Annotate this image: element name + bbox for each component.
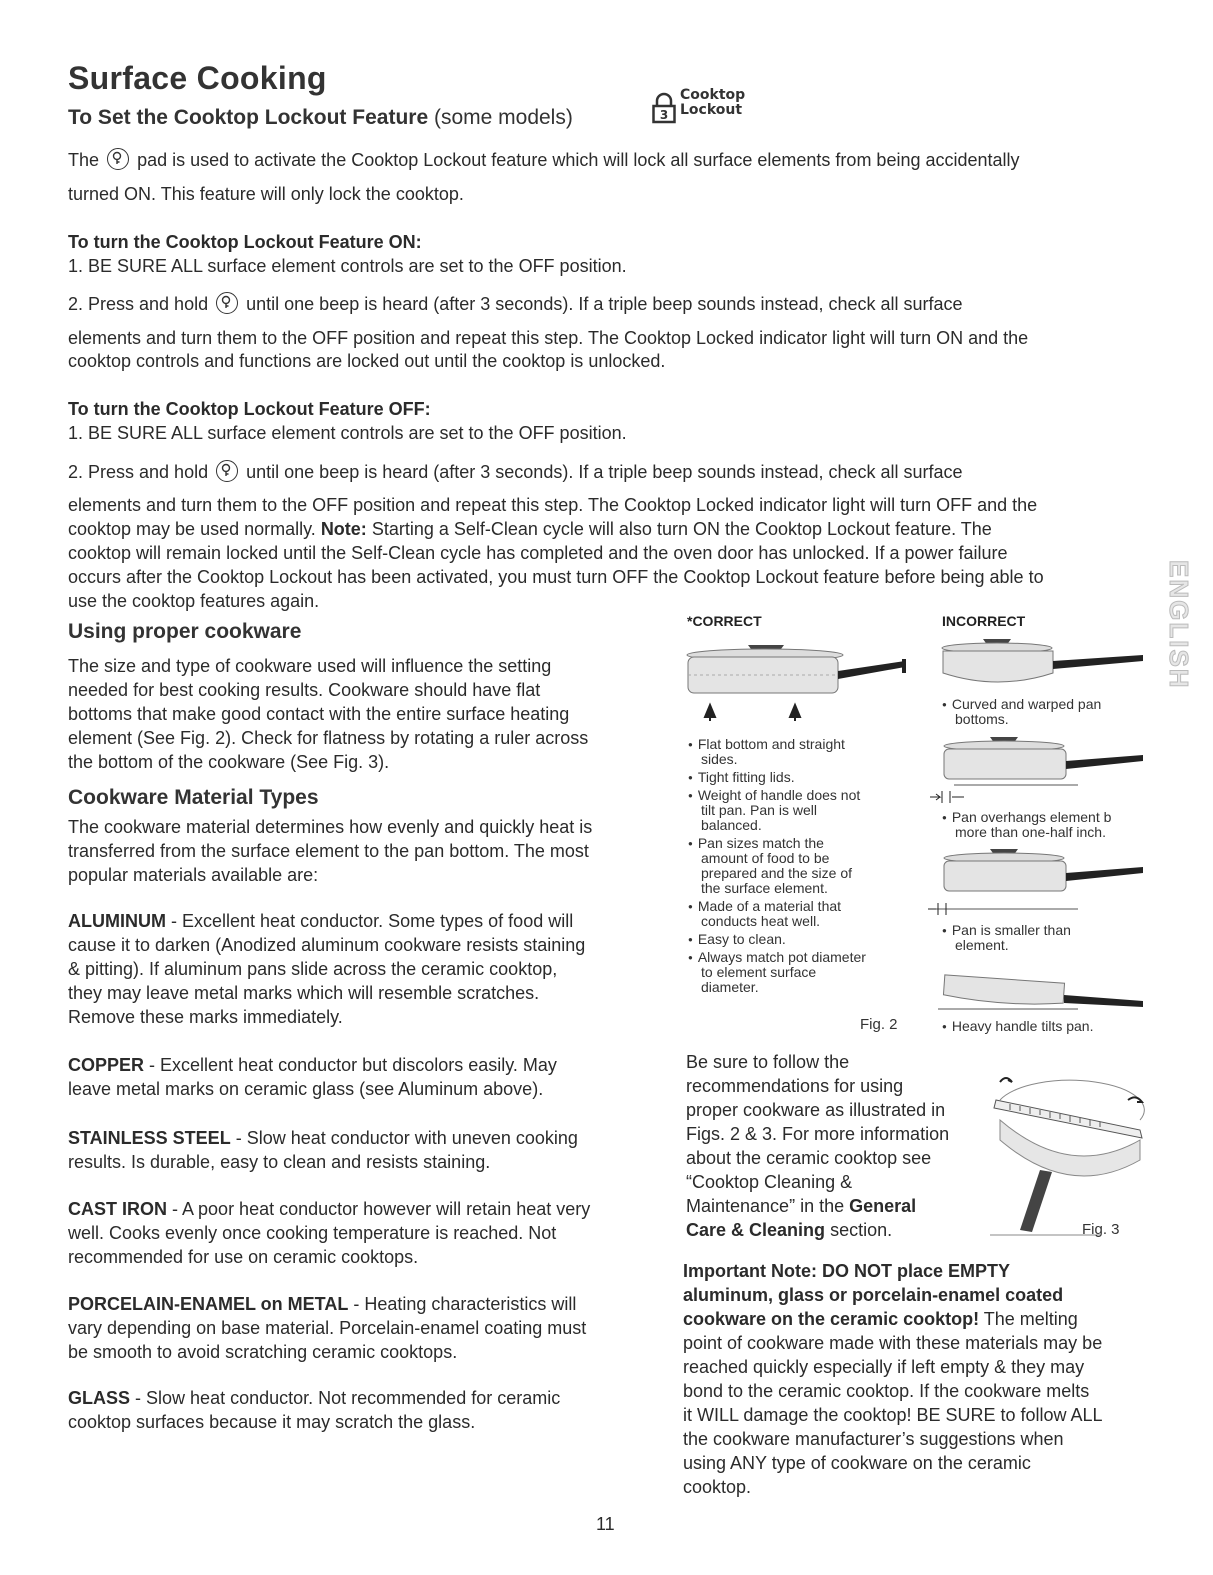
material-stainless-steel: [68, 1126, 658, 1174]
intro-part1: The: [68, 150, 100, 170]
fig2-caption: Fig. 2: [860, 1016, 898, 1033]
important-bold-line: aluminum, glass or porcelain-enamel coated: [683, 1285, 1064, 1305]
correct-item: ● Pan sizes match the: [688, 836, 866, 851]
material-desc: - Heating characteristics will: [353, 1294, 577, 1314]
correct-item-cont: the surface element.: [701, 880, 828, 896]
important-line: using ANY type of cookware on the ceramic: [683, 1453, 1031, 1473]
important-line: the cookware manufacturer’s suggestions when: [683, 1429, 1064, 1449]
materials-intro: [68, 815, 658, 887]
cookware-heading: Using proper cookware: [68, 620, 302, 643]
fig3-line: recommendations for using: [686, 1076, 904, 1096]
lock-icon-number: 3: [659, 108, 669, 122]
section-subtitle: [68, 106, 573, 130]
material-name: ALUMINUM: [68, 911, 166, 931]
material-desc: be smooth to avoid scratching ceramic cooktops.: [68, 1342, 458, 1362]
lockout-key-icon: [216, 460, 238, 482]
important-line: reached quickly especially if left empty & they may: [683, 1357, 1085, 1377]
cookware-line: The size and type of cookware used will influence the setting: [68, 656, 552, 676]
correct-item-cont: sides.: [701, 751, 738, 767]
intro-line1: [68, 148, 1020, 172]
on-step2-b: until one beep is heard (after 3 seconds). If a triple beep sounds instead, check all surface: [246, 294, 963, 314]
material-desc: - A poor heat conductor however will retain heat very: [172, 1199, 591, 1219]
important-line: cooktop.: [683, 1477, 752, 1497]
off-heading: To turn the Cooktop Lockout Feature OFF:: [68, 399, 431, 419]
correct-item: ● Made of a material that: [688, 899, 866, 914]
fig3-caption: Fig. 3: [1082, 1221, 1120, 1238]
language-side-tab: [1164, 560, 1198, 710]
material-desc: Remove these marks immediately.: [68, 1007, 343, 1027]
lock-icon: [652, 92, 676, 124]
material-name: PORCELAIN-ENAMEL on METAL: [68, 1294, 349, 1314]
on-heading: To turn the Cooktop Lockout Feature ON:: [68, 232, 422, 252]
material-name: STAINLESS STEEL: [68, 1128, 231, 1148]
off-step1: 1. BE SURE ALL surface element controls are set to the OFF position.: [68, 423, 627, 443]
cookware-line: the bottom of the cookware (See Fig. 3).: [68, 752, 390, 772]
material-desc: vary depending on base material. Porcelain-enamel coating must: [68, 1318, 587, 1338]
on-step2-line1: [68, 292, 963, 316]
on-step2-a: 2. Press and hold: [68, 294, 209, 314]
incorrect-item-1: ● Curved and warped pan bottoms.: [942, 697, 1101, 727]
material-name: CAST IRON: [68, 1199, 167, 1219]
correct-item: ● Flat bottom and straight: [688, 737, 866, 752]
on-step2-line2: elements and turn them to the OFF position and repeat this step. The Cooktop Locked indicator light will turn ON and the: [68, 328, 1029, 348]
important-line: it WILL damage the cooktop! BE SURE to follow ALL: [683, 1405, 1103, 1425]
incorrect-item-cont: element.: [955, 937, 1009, 953]
material-desc: - Slow heat conductor. Not recommended for ceramic: [135, 1388, 561, 1408]
correct-item-cont: prepared and the size of: [701, 865, 852, 881]
material-aluminum: [68, 909, 658, 1029]
correct-item-cont: to element surface: [701, 964, 817, 980]
material-copper: [68, 1053, 658, 1101]
off-step2-b: until one beep is heard (after 3 seconds). If a triple beep sounds instead, check all surface: [246, 462, 963, 482]
material-desc: leave metal marks on ceramic glass (see Aluminum above).: [68, 1079, 544, 1099]
incorrect-item-cont: more than one-half inch.: [955, 824, 1106, 840]
side-tab-label: ENGLISH: [1164, 560, 1194, 690]
intro-part2: pad is used to activate the Cooktop Lockout feature which will lock all surface elements from being accidentally: [137, 150, 1020, 170]
cookware-line: element (See Fig. 2). Check for flatness by rotating a ruler across: [68, 728, 589, 748]
materials-heading: Cookware Material Types: [68, 786, 319, 809]
important-line: point of cookware made with these materials may be: [683, 1333, 1103, 1353]
correct-item: ● Always match pot diameter: [688, 950, 866, 965]
cookware-line: needed for best cooking results. Cookware should have flat: [68, 680, 541, 700]
subtitle-normal: (some models): [433, 106, 573, 129]
fig3-line: about the ceramic cooktop see: [686, 1148, 932, 1168]
materials-intro-line: popular materials available are:: [68, 865, 319, 885]
intro-line2: turned ON. This feature will only lock the cooktop.: [68, 184, 464, 204]
fig3-paragraph: [686, 1050, 986, 1242]
material-porcelain-enamel: [68, 1292, 658, 1364]
correct-item-cont: conducts heat well.: [701, 913, 821, 929]
material-desc: recommended for use on ceramic cooktops.: [68, 1247, 419, 1267]
fig3-bold: Care & Cleaning: [686, 1220, 826, 1240]
correct-item: ● Tight fitting lids.: [688, 770, 866, 785]
correct-item-cont: tilt pan. Pan is well: [701, 802, 817, 818]
important-bold-line: Important Note: DO NOT place EMPTY: [683, 1261, 1011, 1281]
fig3-bold: General: [849, 1196, 917, 1216]
correct-item-cont: diameter.: [701, 979, 759, 995]
correct-item-cont: balanced.: [701, 817, 762, 833]
material-glass: [68, 1386, 658, 1434]
incorrect-item-cont: bottoms.: [955, 711, 1009, 727]
off-line3: [68, 517, 992, 541]
fig2-correct-label: *CORRECT: [687, 613, 762, 629]
fig2-correct-list: [688, 737, 866, 995]
fig3-line: proper cookware as illustrated in: [686, 1100, 946, 1120]
material-desc: cause it to darken (Anodized aluminum cookware resists staining: [68, 935, 586, 955]
incorrect-pan-overhang: [928, 733, 1150, 805]
icon-label-line1: Cooktop: [680, 87, 746, 103]
material-desc: cooktop surfaces because it may scratch the glass.: [68, 1412, 476, 1432]
cookware-paragraph: [68, 654, 648, 774]
fig3-line: Figs. 2 & 3. For more information: [686, 1124, 950, 1144]
materials-intro-line: The cookware material determines how evenly and quickly heat is: [68, 817, 593, 837]
icon-label-line2: Lockout: [680, 102, 743, 118]
fig3-tail: section.: [830, 1220, 893, 1240]
fig3-line: Maintenance” in the: [686, 1196, 845, 1216]
page-number: 11: [596, 1514, 615, 1534]
material-desc: results. Is durable, easy to clean and resists staining.: [68, 1152, 491, 1172]
incorrect-item-3: ● Pan is smaller than element.: [942, 923, 1071, 953]
material-desc: - Excellent heat conductor but discolors easily. May: [149, 1055, 557, 1075]
important-line: The melting: [983, 1309, 1078, 1329]
fig2-incorrect-label: INCORRECT: [942, 613, 1026, 629]
material-desc: & pitting). If aluminum pans slide across the ceramic cooktop,: [68, 959, 558, 979]
off-step2-line1: [68, 460, 963, 484]
fig3-line: “Cooktop Cleaning &: [686, 1172, 853, 1192]
materials-intro-line: transferred from the surface element to the pan bottom. The most: [68, 841, 589, 861]
off-step2-a: 2. Press and hold: [68, 462, 209, 482]
correct-item: ● Easy to clean.: [688, 932, 866, 947]
off-line3-b: Starting a Self-Clean cycle will also turn ON the Cooktop Lockout feature. The: [371, 519, 992, 539]
important-bold-line: cookware on the ceramic cooktop!: [683, 1309, 980, 1329]
on-step2-line3: cooktop controls and functions are locked out until the cooktop is unlocked.: [68, 351, 666, 371]
material-cast-iron: [68, 1197, 658, 1269]
important-line: bond to the ceramic cooktop. If the cookware melts: [683, 1381, 1090, 1401]
subtitle-bold: To Set the Cooktop Lockout Feature: [68, 106, 429, 129]
correct-item: ● Weight of handle does not: [688, 788, 866, 803]
off-line2: elements and turn them to the OFF position and repeat this step. The Cooktop Locked indicator light will turn OFF and the: [68, 495, 1038, 515]
page-title: Surface Cooking: [68, 60, 327, 96]
on-step1: 1. BE SURE ALL surface element controls are set to the OFF position.: [68, 256, 627, 276]
incorrect-item-4: ● Heavy handle tilts pan.: [942, 1019, 1093, 1034]
incorrect-pan-heavy-handle: [928, 965, 1150, 1017]
lockout-key-icon: [107, 148, 129, 170]
off-line5: occurs after the Cooktop Lockout has been activated, you must turn OFF the Cooktop Lockout feature before being able to: [68, 567, 1044, 587]
off-note-label: Note:: [320, 519, 367, 539]
off-line6: use the cooktop features again.: [68, 591, 320, 611]
cooktop-lockout-label: [680, 88, 745, 118]
important-note: [683, 1259, 1153, 1499]
off-line4: cooktop will remain locked until the Self-Clean cycle has completed and the oven door has unlocked. If a power failure: [68, 543, 1008, 563]
material-name: COPPER: [68, 1055, 145, 1075]
incorrect-pan-small: [928, 845, 1150, 917]
off-line3-a: cooktop may be used normally.: [68, 519, 316, 539]
ruler-flatness-illustration: [980, 1060, 1155, 1240]
cooktop-lockout-icon: [652, 88, 762, 128]
material-desc: well. Cooks evenly once cooking temperature is reached. Not: [68, 1223, 557, 1243]
correct-item-cont: amount of food to be: [701, 850, 830, 866]
material-desc: - Excellent heat conductor. Some types of food will: [171, 911, 574, 931]
correct-pan-illustration: [680, 635, 920, 725]
incorrect-pan-warped: [935, 635, 1150, 695]
cookware-line: bottoms that make good contact with the entire surface heating: [68, 704, 570, 724]
incorrect-item-2: ● Pan overhangs element b more than one-half inch.: [942, 810, 1111, 840]
material-desc: they may leave metal marks which will resemble scratches.: [68, 983, 540, 1003]
lockout-key-icon: [216, 292, 238, 314]
fig3-line: Be sure to follow the: [686, 1052, 850, 1072]
material-desc: - Slow heat conductor with uneven cooking: [235, 1128, 578, 1148]
material-name: GLASS: [68, 1388, 131, 1408]
